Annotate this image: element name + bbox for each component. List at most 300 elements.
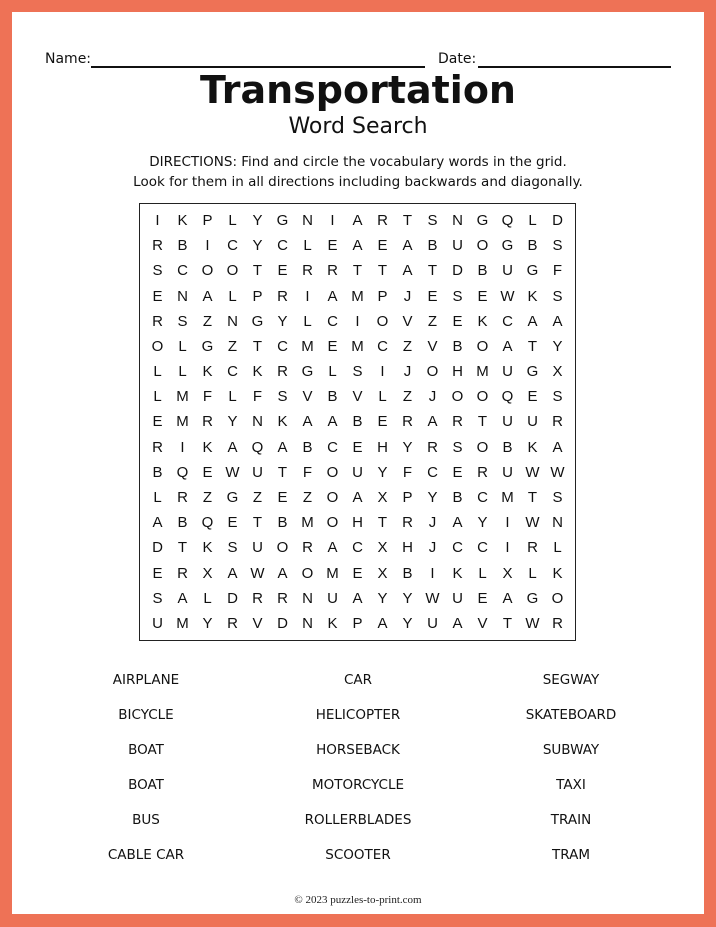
grid-cell: O (301, 564, 314, 582)
grid-cell: U (452, 237, 463, 255)
grid-cell: E (452, 463, 463, 481)
grid-cell: N (452, 212, 463, 230)
grid-cell: M (176, 388, 189, 406)
grid-cell: A (277, 564, 288, 582)
directions (12, 152, 704, 192)
grid-cell: U (352, 463, 363, 481)
grid-cell: T (477, 413, 488, 431)
grid-cell: Z (252, 489, 263, 507)
grid-cell: K (477, 312, 488, 330)
grid-cell: R (552, 413, 563, 431)
grid-cell: S (177, 312, 188, 330)
grid-cell: B (477, 262, 488, 280)
grid-cell: I (505, 514, 510, 532)
grid-cell: Z (302, 489, 313, 507)
grid-cell: R (402, 413, 413, 431)
grid-cell: W (225, 463, 240, 481)
grid-cell: S (552, 388, 563, 406)
grid-cell: B (152, 463, 163, 481)
word-item: BUS (132, 812, 160, 828)
grid-cell: G (526, 262, 539, 280)
grid-cell: N (252, 413, 263, 431)
grid-cell: D (277, 614, 288, 632)
grid-cell: X (377, 539, 388, 557)
grid-cell: T (527, 337, 538, 355)
grid-cell: V (252, 614, 263, 632)
grid-cell: E (277, 489, 288, 507)
grid-cell: E (352, 438, 363, 456)
grid-cell: Q (501, 388, 514, 406)
grid-cell: H (402, 539, 413, 557)
grid-cell: A (202, 287, 213, 305)
word-item: TRAM (552, 847, 590, 863)
grid-cell: K (277, 413, 288, 431)
grid-cell: A (552, 438, 563, 456)
grid-cell: G (501, 237, 514, 255)
grid-cell: Y (402, 614, 413, 632)
grid-cell: I (505, 539, 510, 557)
grid-cell: K (202, 363, 213, 381)
grid-cell: L (553, 539, 562, 557)
grid-cell: N (177, 287, 188, 305)
grid-cell: U (502, 262, 513, 280)
grid-cell: R (277, 589, 288, 607)
grid-cell: K (452, 564, 463, 582)
grid-cell: S (452, 438, 463, 456)
word-item: BOAT (128, 742, 164, 758)
grid-cell: W (525, 463, 540, 481)
grid-cell: J (403, 287, 412, 305)
grid-cell: K (202, 438, 213, 456)
grid-cell: G (526, 363, 539, 381)
grid-cell: U (527, 413, 538, 431)
grid-cell: H (377, 438, 388, 456)
grid-cell: R (402, 514, 413, 532)
grid-cell: C (227, 237, 238, 255)
grid-cell: V (402, 312, 413, 330)
grid-cell: M (351, 337, 364, 355)
grid-cell: S (152, 262, 163, 280)
grid-cell: J (428, 539, 437, 557)
word-item: CAR (343, 672, 373, 688)
grid-cell: R (327, 262, 338, 280)
grid-cell: K (527, 438, 538, 456)
grid-cell: M (351, 287, 364, 305)
grid-cell: W (550, 463, 565, 481)
grid-cell: H (452, 363, 463, 381)
grid-cell: E (327, 237, 338, 255)
grid-cell: Q (251, 438, 264, 456)
grid-cell: S (427, 212, 438, 230)
grid-cell: U (502, 363, 513, 381)
grid-cell: F (552, 262, 563, 280)
grid-cell: E (227, 514, 238, 532)
page-title: Transportation (199, 68, 516, 112)
grid-cell: T (427, 262, 438, 280)
grid-cell: T (377, 262, 388, 280)
grid-cell: A (302, 413, 313, 431)
grid-cell: T (252, 337, 263, 355)
grid-cell: O (226, 262, 239, 280)
grid-cell: G (251, 312, 264, 330)
grid-cell: R (477, 463, 488, 481)
grid-cell: K (527, 287, 538, 305)
grid-cell: C (277, 337, 288, 355)
grid-cell: A (552, 312, 563, 330)
grid-cell: E (202, 463, 213, 481)
grid-cell: L (528, 564, 537, 582)
grid-cell: E (152, 564, 163, 582)
grid-cell: R (177, 489, 188, 507)
grid-cell: I (380, 363, 385, 381)
grid-cell: A (277, 438, 288, 456)
copyright-footer: © 2023 puzzles-to-print.com (294, 894, 422, 906)
directions-line-2: Look for them in all directions including backwards and diagonally. (133, 174, 583, 190)
word-item: SKATEBOARD (525, 707, 617, 723)
grid-cell: M (501, 489, 514, 507)
word-list-column-2 (258, 669, 458, 879)
grid-cell: B (402, 564, 413, 582)
grid-cell: U (502, 413, 513, 431)
grid-cell: P (252, 287, 263, 305)
grid-cell: L (228, 212, 237, 230)
word-item: SCOOTER (325, 847, 391, 863)
grid-cell: E (152, 413, 163, 431)
grid-cell: D (552, 212, 563, 230)
grid-cell: N (302, 614, 313, 632)
grid-cell: A (452, 614, 463, 632)
grid-cell: I (355, 312, 360, 330)
grid-cell: W (250, 564, 265, 582)
grid-cell: R (427, 438, 438, 456)
grid-cell: Y (252, 237, 263, 255)
grid-cell: T (377, 514, 388, 532)
grid-cell: P (202, 212, 213, 230)
grid-cell: S (452, 287, 463, 305)
grid-cell: O (326, 489, 339, 507)
grid-cell: X (202, 564, 213, 582)
grid-cell: K (202, 539, 213, 557)
grid-cell: S (552, 237, 563, 255)
grid-cell: A (352, 212, 363, 230)
grid-cell: D (152, 539, 163, 557)
grid-cell: T (252, 514, 263, 532)
grid-cell: A (227, 438, 238, 456)
grid-cell: T (252, 262, 263, 280)
grid-cell: S (152, 589, 163, 607)
grid-cell: O (151, 337, 164, 355)
grid-cell: Z (202, 489, 213, 507)
grid-cell: E (427, 287, 438, 305)
grid-cell: S (227, 539, 238, 557)
grid-cell: L (328, 363, 337, 381)
grid-cell: A (377, 614, 388, 632)
grid-cell: R (552, 614, 563, 632)
grid-cell: C (452, 539, 463, 557)
grid-cell: A (352, 489, 363, 507)
grid-cell: T (502, 614, 513, 632)
grid-cell: L (478, 564, 487, 582)
word-item: SEGWAY (542, 672, 600, 688)
grid-cell: L (378, 388, 387, 406)
grid-cell: B (427, 237, 438, 255)
grid-cell: E (327, 337, 338, 355)
grid-cell: A (427, 413, 438, 431)
grid-cell: V (302, 388, 313, 406)
grid-cell: G (276, 212, 289, 230)
grid-cell: C (502, 312, 513, 330)
grid-cell: L (303, 237, 312, 255)
grid-cell: Y (202, 614, 213, 632)
grid-cell: E (377, 413, 388, 431)
grid-cell: U (252, 463, 263, 481)
grid-cell: C (477, 489, 488, 507)
grid-cell: B (352, 413, 363, 431)
grid-cell: N (552, 514, 563, 532)
grid-cell: T (352, 262, 363, 280)
word-item: BICYCLE (118, 707, 174, 723)
grid-cell: B (327, 388, 338, 406)
grid-cell: O (326, 463, 339, 481)
grid-cell: M (176, 614, 189, 632)
grid-cell: V (477, 614, 488, 632)
grid-cell: I (180, 438, 185, 456)
grid-cell: G (476, 212, 489, 230)
grid-cell: K (252, 363, 263, 381)
grid-cell: U (452, 589, 463, 607)
grid-cell: L (153, 388, 162, 406)
grid-cell: U (252, 539, 263, 557)
grid-cell: A (502, 337, 513, 355)
word-item: BOAT (128, 777, 164, 793)
grid-cell: M (301, 337, 314, 355)
grid-cell: E (352, 564, 363, 582)
grid-cell: O (551, 589, 564, 607)
grid-cell: T (177, 539, 188, 557)
word-list-column-1 (46, 669, 246, 879)
grid-cell: Y (552, 337, 563, 355)
grid-cell: F (252, 388, 263, 406)
grid-cell: G (301, 363, 314, 381)
grid-cell: R (152, 237, 163, 255)
grid-cell: C (227, 363, 238, 381)
grid-cell: X (377, 564, 388, 582)
grid-cell: U (152, 614, 163, 632)
grid-cell: K (327, 614, 338, 632)
grid-cell: C (377, 337, 388, 355)
grid-cell: K (552, 564, 563, 582)
grid-cell: A (402, 237, 413, 255)
grid-cell: R (202, 413, 213, 431)
grid-cell: G (201, 337, 214, 355)
grid-cell: Z (402, 388, 413, 406)
grid-cell: J (428, 514, 437, 532)
grid-cell: S (552, 489, 563, 507)
grid-cell: R (227, 614, 238, 632)
grid-cell: Y (277, 312, 288, 330)
grid-cell: F (402, 463, 413, 481)
date-label: Date: (438, 51, 477, 67)
grid-cell: U (427, 614, 438, 632)
grid-cell: C (327, 312, 338, 330)
grid-cell: Q (501, 212, 514, 230)
grid-cell: X (502, 564, 513, 582)
grid-cell: S (277, 388, 288, 406)
grid-cell: B (527, 237, 538, 255)
word-item: HORSEBACK (316, 742, 400, 758)
grid-cell: L (303, 312, 312, 330)
grid-cell: J (428, 388, 437, 406)
name-label: Name: (45, 51, 92, 67)
grid-cell: A (402, 262, 413, 280)
grid-cell: J (403, 363, 412, 381)
grid-cell: B (277, 514, 288, 532)
grid-cell: W (500, 287, 515, 305)
grid-cell: R (277, 287, 288, 305)
grid-cell: A (527, 312, 538, 330)
grid-cell: M (326, 564, 339, 582)
grid-cell: B (502, 438, 513, 456)
grid-cell: U (502, 463, 513, 481)
grid-cell: A (327, 539, 338, 557)
grid-cell: V (352, 388, 363, 406)
grid-cell: L (178, 363, 187, 381)
grid-cell: I (305, 287, 310, 305)
grid-cell: A (352, 589, 363, 607)
grid-cell: D (452, 262, 463, 280)
grid-cell: R (252, 589, 263, 607)
grid-cell: E (377, 237, 388, 255)
grid-cell: X (377, 489, 388, 507)
grid-cell: R (152, 312, 163, 330)
grid-cell: B (302, 438, 313, 456)
word-item: TAXI (556, 777, 586, 793)
grid-cell: E (477, 589, 488, 607)
grid-cell: C (427, 463, 438, 481)
grid-cell: C (352, 539, 363, 557)
word-item: MOTORCYCLE (311, 777, 405, 793)
grid-cell: E (152, 287, 163, 305)
grid-cell: W (525, 614, 540, 632)
word-item: HELICOPTER (315, 707, 401, 723)
grid-cell: C (277, 237, 288, 255)
grid-cell: H (352, 514, 363, 532)
grid-cell: C (477, 539, 488, 557)
grid-cell: F (202, 388, 213, 406)
grid-cell: R (152, 438, 163, 456)
grid-cell: Y (252, 212, 263, 230)
grid-cell: I (205, 237, 210, 255)
grid-cell: R (527, 539, 538, 557)
grid-cell: B (452, 337, 463, 355)
grid-cell: I (155, 212, 160, 230)
grid-cell: O (326, 514, 339, 532)
grid-cell: A (452, 514, 463, 532)
grid-cell: A (502, 589, 513, 607)
grid-cell: T (402, 212, 413, 230)
directions-line-1: DIRECTIONS: Find and circle the vocabulary words in the grid. (149, 154, 567, 170)
grid-cell: L (153, 363, 162, 381)
word-list-column-3 (471, 669, 671, 879)
grid-cell: S (552, 287, 563, 305)
grid-cell: O (476, 438, 489, 456)
grid-cell: N (227, 312, 238, 330)
grid-cell: W (525, 514, 540, 532)
grid-cell: K (177, 212, 188, 230)
grid-cell: Q (176, 463, 189, 481)
grid-cell: W (425, 589, 440, 607)
grid-cell: Y (402, 589, 413, 607)
grid-cell: D (227, 589, 238, 607)
grid-cell: Z (402, 337, 413, 355)
grid-cell: R (452, 413, 463, 431)
grid-cell: P (402, 489, 413, 507)
page-subtitle: Word Search (288, 114, 428, 139)
grid-cell: R (277, 363, 288, 381)
grid-cell: E (527, 388, 538, 406)
word-item: CABLE CAR (107, 847, 185, 863)
grid-cell: L (203, 589, 212, 607)
grid-cell: B (177, 514, 188, 532)
grid-cell: Y (227, 413, 238, 431)
word-search-grid (139, 203, 576, 641)
grid-cell: R (302, 539, 313, 557)
grid-cell: A (327, 287, 338, 305)
grid-cell: N (302, 589, 313, 607)
grid-cell: Y (402, 438, 413, 456)
worksheet-page (12, 12, 704, 914)
grid-cell: L (228, 388, 237, 406)
grid-cell: G (226, 489, 239, 507)
grid-cell: O (426, 363, 439, 381)
grid-cell: O (451, 388, 464, 406)
grid-cell: B (177, 237, 188, 255)
grid-cell: E (452, 312, 463, 330)
grid-cell: C (177, 262, 188, 280)
grid-cell: C (327, 438, 338, 456)
grid-cell: A (177, 589, 188, 607)
grid-cell: E (477, 287, 488, 305)
grid-cell: L (228, 287, 237, 305)
grid-cell: R (377, 212, 388, 230)
grid-cell: A (227, 564, 238, 582)
grid-cell: L (153, 489, 162, 507)
word-item: ROLLERBLADES (304, 812, 412, 828)
grid-cell: F (302, 463, 313, 481)
grid-cell: O (276, 539, 289, 557)
grid-cell: T (277, 463, 288, 481)
grid-cell: S (352, 363, 363, 381)
grid-cell: Z (427, 312, 438, 330)
grid-cell: R (177, 564, 188, 582)
word-item: TRAIN (550, 812, 592, 828)
word-item: SUBWAY (542, 742, 600, 758)
grid-cell: M (476, 363, 489, 381)
grid-cell: P (377, 287, 388, 305)
grid-cell: U (327, 589, 338, 607)
grid-cell: N (302, 212, 313, 230)
grid-cell: Q (201, 514, 214, 532)
grid-cell: I (430, 564, 435, 582)
grid-cell: X (552, 363, 563, 381)
grid-cell: Y (377, 463, 388, 481)
grid-cell: A (352, 237, 363, 255)
word-item: AIRPLANE (112, 672, 180, 688)
grid-cell: B (452, 489, 463, 507)
grid-cell: O (476, 237, 489, 255)
grid-cell: L (528, 212, 537, 230)
grid-cell: R (302, 262, 313, 280)
